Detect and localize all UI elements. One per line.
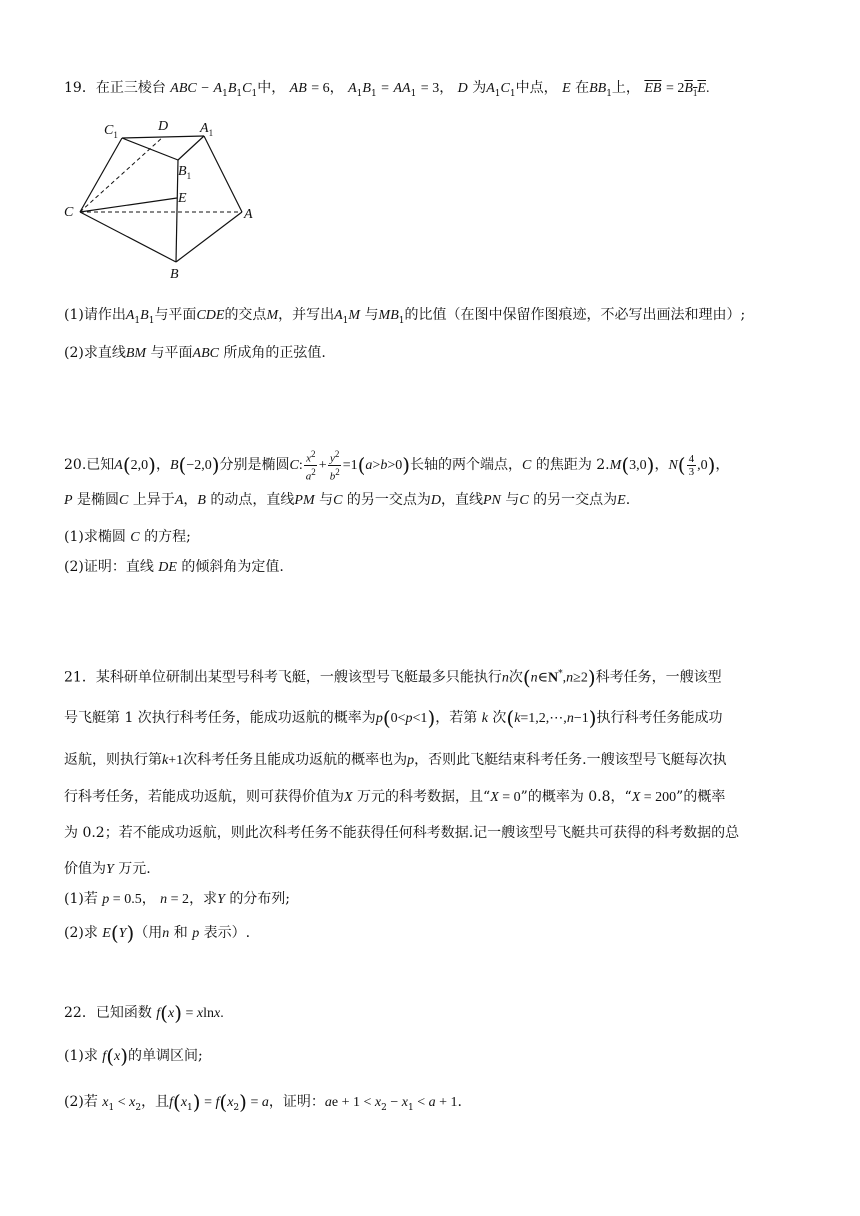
q21-line2: 号飞艇第 1 次执行科考任务，能成功返航的概率为p(0<p<1)，若第 k 次(k=1,2,⋯,n−1)执行科考任务能成功 — [64, 706, 723, 730]
q22-part1: (1)求 f(x)的单调区间; — [64, 1044, 203, 1068]
label-C: C — [64, 205, 74, 220]
edge-C-C1 — [80, 138, 122, 212]
frustum-figure — [60, 112, 260, 282]
label-B: B — [170, 267, 179, 282]
edge-A1-B1 — [178, 136, 204, 160]
q20-line2: P 是椭圆C 上异于A，B 的动点，直线PM 与C 的另一交点为D，直线PN 与C 的另一交点为E. — [64, 492, 631, 508]
q21-line5: 为 0.2；若不能成功返航，则此次科考任务不能获得任何科考数据.记一艘该型号飞艇共可获得的科考数据的总 — [64, 825, 740, 841]
label-B1: $B_1$ — [178, 164, 192, 181]
q21-line3: 返航，则执行第k+1次科考任务且能成功返航的概率也为p，否则此飞艇结束科考任务.一艘该型号飞艇每次执 — [64, 752, 727, 768]
label-E: E — [178, 191, 187, 206]
q21-part2: (2)求 E(Y)（用n 和 p 表示）. — [64, 921, 251, 945]
q19-part2: (2)求直线BM 与平面ABC 所成角的正弦值. — [64, 345, 326, 361]
q21-line4: 行科考任务，若能成功返航，则可获得价值为X 万元的科考数据，且“X = 0”的概率为 0.8，“X = 200”的概率 — [64, 789, 726, 805]
q19-stem: 19．在正三棱台 ABC − $A_1B_1C_1$中， AB = 6， $A_1B_1 = AA_1 = 3$， D 为$A_1C_1$中点， E 在$BB_1$上， $\overline{EB} = 2B_1E$. — [64, 80, 710, 99]
q20-part1: (1)求椭圆 C 的方程; — [64, 529, 191, 545]
edge-A-B — [176, 212, 242, 262]
edge-C-B — [80, 212, 176, 262]
label-A1: $A_1$ — [200, 121, 214, 138]
segment-C-E — [80, 198, 177, 212]
q21-part1: (1)若 p = 0.5， n = 2，求Y 的分布列; — [64, 891, 291, 907]
label-A: A — [244, 207, 253, 222]
q22-stem: 22．已知函数 f(x) = xlnx. — [64, 1001, 224, 1025]
q21-line1: 21．某科研单位研制出某型号科考飞艇，一艘该型号飞艇最多只能执行n次(n∈N*,n≥2)科考任务，一艘该型 — [64, 665, 722, 690]
q19-part1: (1)请作出$A_1B_1$与平面CDE的交点M，并写出$A_1M$ 与$MB_1$的比值（在图中保留作图痕迹，不必写出画法和理由）; — [64, 307, 746, 326]
q21-line6: 价值为Y 万元. — [64, 861, 151, 877]
q22-part2: (2)若 $x_1 < x_2$，且$f(x_1) = f(x_2) = a$，证明：ae + $1 < x_2 - x_1 < a + 1$. — [64, 1090, 462, 1114]
label-D: D — [158, 119, 169, 134]
q20-part2: (2)证明：直线 DE 的倾斜角为定值. — [64, 559, 284, 575]
question-number: 19． — [64, 80, 96, 96]
edge-A-A1 — [204, 136, 242, 212]
segment-C-D-hidden — [80, 137, 163, 212]
q20-stem: 20.已知A(2,0)，B(−2,0)分别是椭圆C: $\frac{x^2}{a^2}$ + $\frac{y^2}{b^2}$ =1(a>b>0)长轴的两个端点，C 的焦距为 2.M(3,0)，N( $\frac{4}{3}$ ,0)， — [64, 449, 730, 483]
label-C1: $C_1$ — [104, 123, 118, 140]
